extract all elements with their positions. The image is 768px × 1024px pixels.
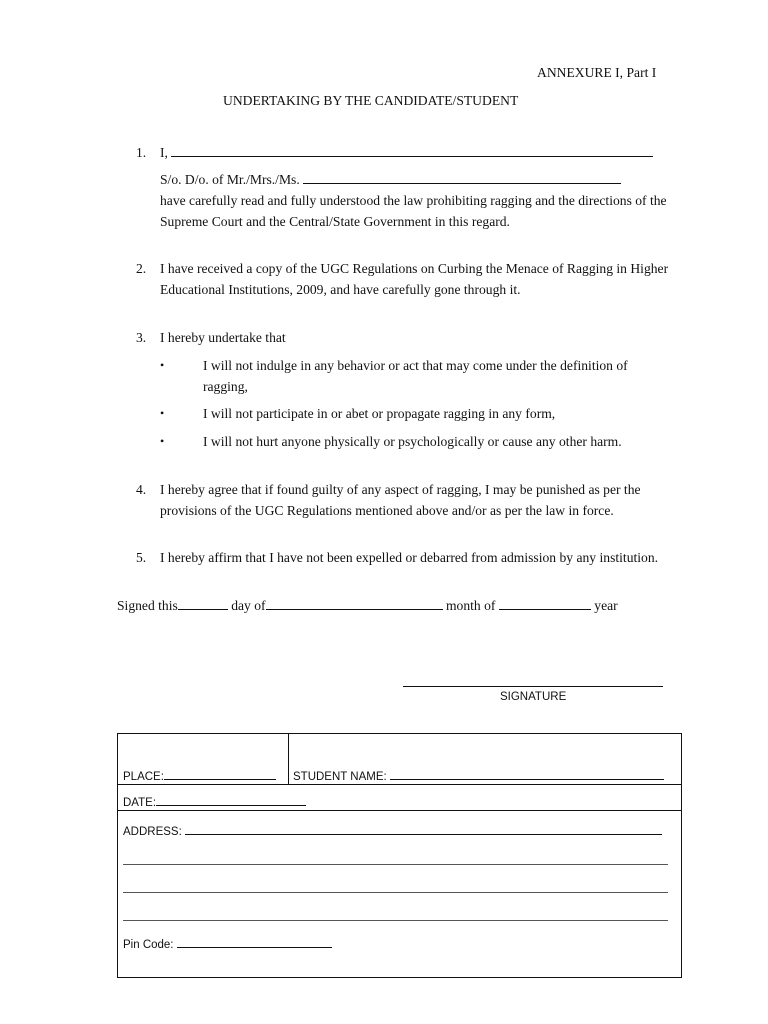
item-3-text: I hereby undertake that: [160, 330, 286, 345]
date-blank[interactable]: [156, 795, 306, 806]
details-box: [117, 733, 682, 978]
pin-code-blank[interactable]: [177, 937, 332, 948]
student-name-field: [293, 769, 664, 783]
address-field: [123, 824, 662, 838]
place-blank[interactable]: [164, 769, 276, 780]
pin-code-label: Pin Code:: [123, 939, 174, 951]
page-title: UNDERTAKING BY THE CANDIDATE/STUDENT: [223, 93, 519, 108]
parent-blank[interactable]: [303, 172, 621, 184]
item-number: 2.: [136, 261, 147, 276]
item-4-text: I hereby agree that if found guilty of any aspect of ragging, I may be punished as per the provisions of the UGC Regulations mentioned above and/or as per the law in force.: [160, 482, 641, 518]
pin-code-field: [123, 937, 332, 951]
annexure-label: ANNEXURE I, Part I: [537, 65, 657, 80]
parent-line: [160, 169, 621, 190]
year-label: year: [594, 598, 618, 613]
address-label: ADDRESS:: [123, 826, 182, 838]
student-name-label: STUDENT NAME:: [293, 771, 387, 783]
date-label: DATE:: [123, 797, 157, 809]
bullet-item: I will not indulge in any behavior or act that may come under the definition of ragging,: [203, 358, 628, 394]
date-field: [123, 795, 306, 809]
item-2-text: I have received a copy of the UGC Regulations on Curbing the Menace of Ragging in Higher Educational Institutions, 2009, and have carefully gone through it.: [160, 261, 669, 297]
bullet-item: I will not hurt anyone physically or psychologically or cause any other harm.: [203, 434, 622, 449]
item-number: 1.: [136, 145, 147, 160]
signed-line: [117, 595, 618, 616]
signature-label: SIGNATURE: [500, 691, 567, 703]
day-blank[interactable]: [178, 598, 228, 610]
row-divider: [118, 810, 681, 811]
day-of-label: day of: [231, 598, 266, 613]
item-number: 5.: [136, 550, 147, 565]
bullet-icon: •: [160, 358, 165, 372]
name-line: [160, 142, 653, 163]
item-number: 3.: [136, 330, 147, 345]
item-5-text: I hereby affirm that I have not been expelled or debarred from admission by any institution.: [160, 550, 659, 565]
bullet-item: I will not participate in or abet or propagate ragging in any form,: [203, 406, 556, 421]
month-blank[interactable]: [266, 598, 443, 610]
name-blank[interactable]: [171, 145, 653, 157]
bullet-icon: •: [160, 434, 165, 448]
item-number: 4.: [136, 482, 147, 497]
month-of-label: month of: [445, 598, 496, 613]
year-blank[interactable]: [499, 598, 591, 610]
address-line[interactable]: [123, 864, 668, 865]
address-line[interactable]: [123, 920, 668, 921]
signature-line[interactable]: [403, 686, 663, 687]
item-1-text: have carefully read and fully understood the law prohibiting ragging and the directions of the Supreme Court and the Central/State Government in this regard.: [160, 193, 667, 229]
column-divider: [288, 734, 289, 784]
address-line[interactable]: [123, 892, 668, 893]
student-name-blank[interactable]: [390, 769, 664, 780]
place-field: [123, 769, 276, 783]
bullet-icon: •: [160, 406, 165, 420]
parent-label: S/o. D/o. of Mr./Mrs./Ms.: [160, 172, 300, 187]
row-divider: [118, 784, 681, 785]
address-blank[interactable]: [185, 824, 662, 835]
place-label: PLACE:: [123, 771, 164, 783]
signed-this-label: Signed this: [117, 598, 178, 613]
item-1-i-label: I,: [160, 145, 168, 160]
